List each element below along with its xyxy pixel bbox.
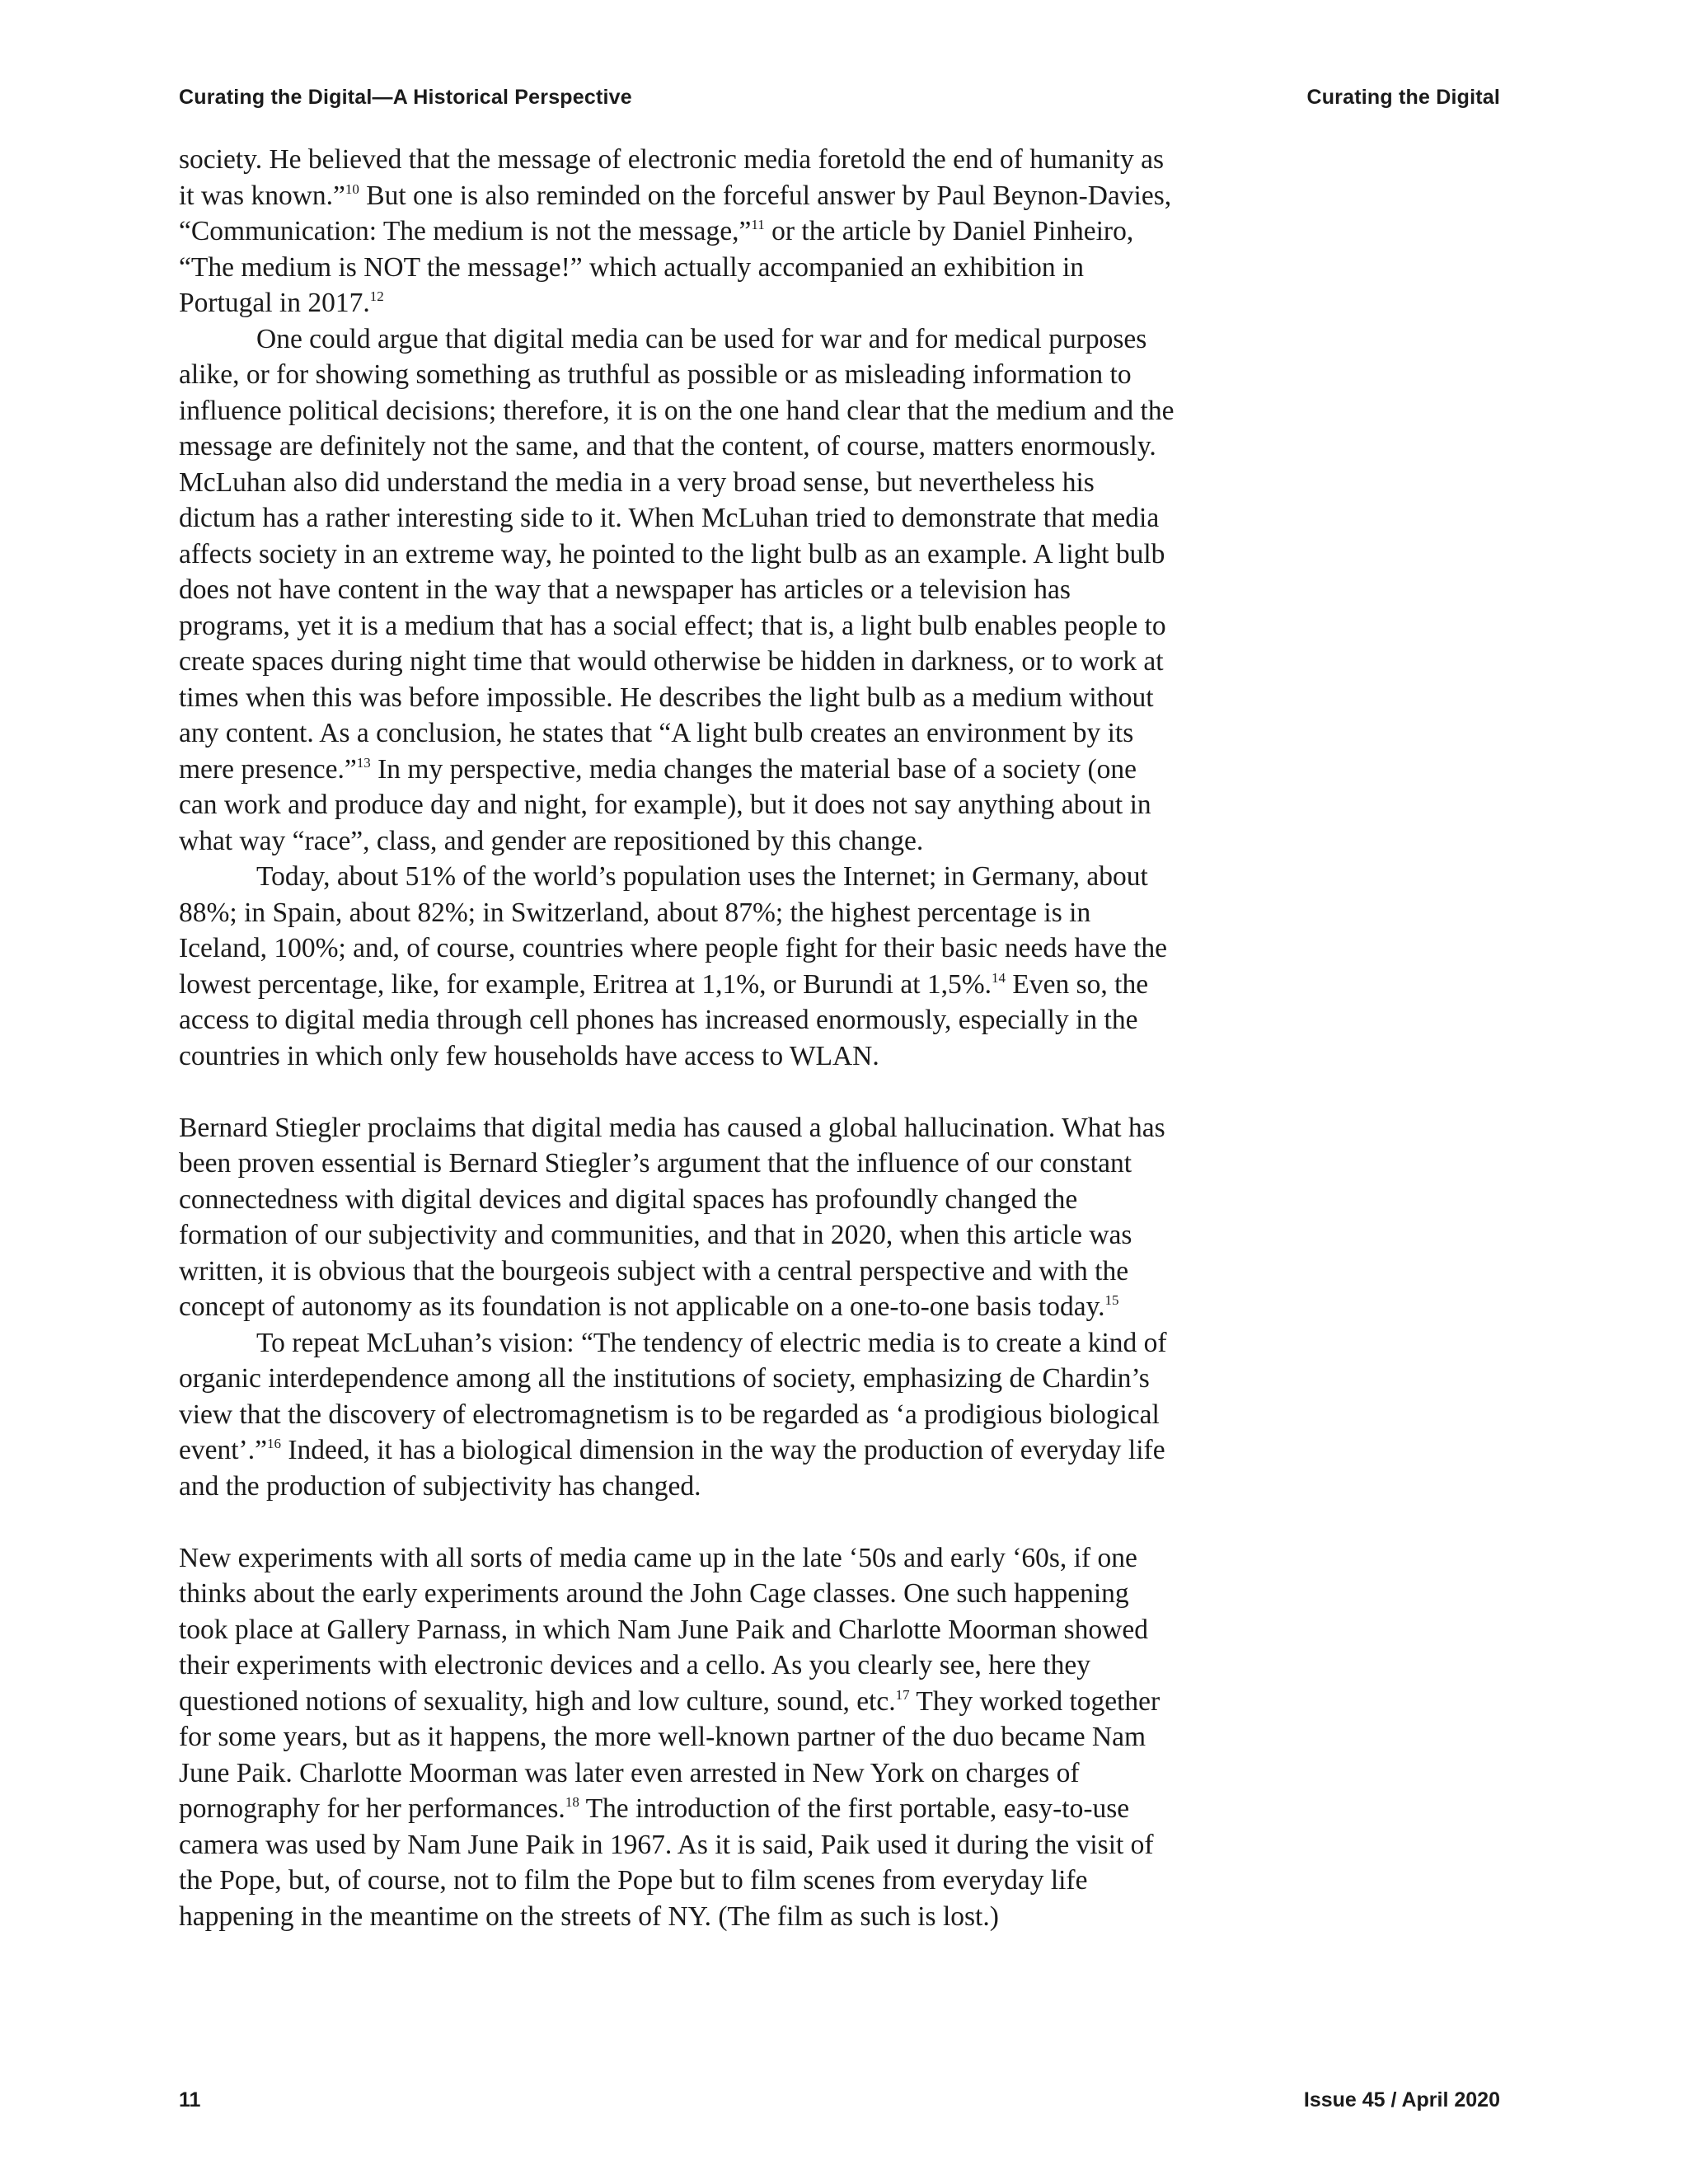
footnote-ref-15: 15 <box>1104 1292 1119 1308</box>
footnote-ref-16: 16 <box>266 1436 281 1451</box>
footnote-ref-12: 12 <box>369 288 384 304</box>
paragraph <box>179 142 1176 321</box>
footnote-ref-11: 11 <box>751 217 765 232</box>
paragraph-text: or the article by Daniel Pinheiro, “The medium is NOT the message!” which actually accompanied an exhibition in Portugal in 2017. <box>179 216 1134 318</box>
running-head-left: Curating the Digital—A Historical Perspective <box>179 86 632 109</box>
paragraph-text: Indeed, it has a biological dimension in the way the production of everyday life and the production of subjectivity has changed. <box>179 1435 1165 1502</box>
footnote-ref-18: 18 <box>565 1794 579 1810</box>
paragraph <box>179 859 1176 1074</box>
article-body <box>179 142 1176 1934</box>
footnote-ref-17: 17 <box>895 1686 910 1703</box>
paragraph-text: Even so, the access to digital media through cell phones has increased enormously, especially in the countries in which only few households have access to WLAN. <box>179 968 1149 1071</box>
paragraph <box>179 1110 1176 1325</box>
paragraph-text: society. He believed that the message of electronic media foretold the end of humanity as it was known.” <box>179 144 1165 211</box>
paragraph-text: But one is also reminded on the forceful answer by Paul Beynon-Davies, “Communication: The medium is not the message,” <box>179 180 1172 246</box>
paragraph-text: New experiments with all sorts of media came up in the late ‘50s and early ‘60s, if one thinks about the early experiments around the John Cage classes. One such happening took place at Gallery Parnass, in which Nam June Paik and Charlotte Moorman showed their experiments with electronic devices and a cello. As you clearly see, here they questioned notions of sexuality, high and low culture, sound, etc. <box>179 1542 1148 1717</box>
paragraph-text: They worked together for some years, but as it happens, the more well-known partner of the duo became Nam June Paik. Charlotte Moorman was later even arrested in New York on charges of pornography for her performances. <box>179 1685 1160 1824</box>
paragraph-text: In my perspective, media changes the material base of a society (one can work and produce day and night, for example), but it does not say anything about in what way “race”, class, and gender are repositioned by this change. <box>179 753 1151 856</box>
issue-info: Issue 45 / April 2020 <box>1303 2088 1500 2111</box>
footnote-ref-10: 10 <box>345 180 359 197</box>
running-head-right: Curating the Digital <box>1306 86 1500 109</box>
page-number: 11 <box>179 2088 201 2111</box>
paragraph-text: One could argue that digital media can be used for war and for medical purposes alike, or for showing something as truthful as possible or as misleading information to influence political decisions; therefore, it is on the one hand clear that the medium and the message are definitely not the same, and that the content, of course, matters enormously. McLuhan also did understand the media in a very broad sense, but nevertheless his dictum has a rather interesting side to it. When McLuhan tried to demonstrate that media affects society in an extreme way, he pointed to the light bulb as an example. A light bulb does not have content in the way that a newspaper has articles or a television has programs, yet it is a medium that has a social effect; that is, a light bulb enables people to create spaces during night time that would otherwise be hidden in darkness, or to work at times when this was before impossible. He describes the light bulb as a medium without any content. As a conclusion, he states that “A light bulb creates an environment by its mere presence.” <box>179 323 1175 785</box>
paragraph <box>179 1325 1176 1505</box>
paragraph <box>179 321 1176 860</box>
paragraph-text: Today, about 51% of the world’s population uses the Internet; in Germany, about 88%; in Spain, about 82%; in Switzerland, about 87%; the highest percentage is in Iceland, 100%; and, of course, countries where people fight for their basic needs have the lowest percentage, like, for example, Eritrea at 1,1%, or Burundi at 1,5%. <box>179 861 1168 1000</box>
footnote-ref-14: 14 <box>992 969 1006 986</box>
paragraph-text: The introduction of the first portable, easy-to-use camera was used by Nam June Paik in 1967. As it is said, Paik used it during the visit of the Pope, but, of course, not to film the Pope but to film scenes from everyday life happening in the meantime on the streets of NY. (The film as such is lost.) <box>179 1793 1154 1932</box>
paragraph-text: To repeat McLuhan’s vision: “The tendency of electric media is to create a kind of organic interdependence among all the institutions of society, emphasizing de Chardin’s view that the discovery of electromagnetism is to be regarded as ‘a prodigious biological event’.” <box>179 1327 1167 1465</box>
footnote-ref-13: 13 <box>356 754 371 771</box>
paragraph-text: Bernard Stiegler proclaims that digital media has caused a global hallucination. What has been proven essential is Bernard Stiegler’s argument that the influence of our constant connectedness with digital devices and digital spaces has profoundly changed the formation of our subjectivity and communities, and that in 2020, when this article was written, it is obvious that the bourgeois subject with a central perspective and with the concept of autonomy as its foundation is not applicable on a one-to-one basis today. <box>179 1112 1165 1322</box>
paragraph <box>179 1540 1176 1935</box>
